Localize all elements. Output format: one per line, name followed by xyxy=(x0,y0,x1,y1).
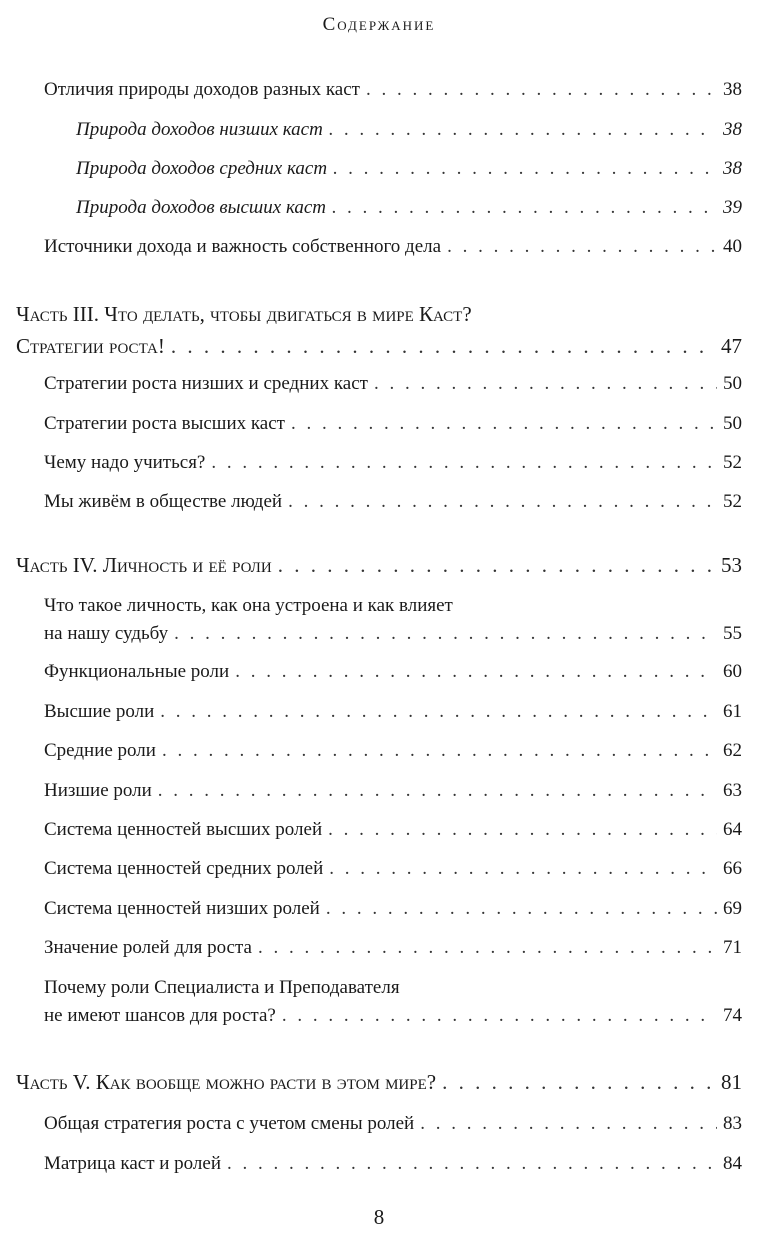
leader-dots xyxy=(420,1112,717,1136)
toc-entry-title-line1: Часть III. Что делать, чтобы двигаться в мире Каст? xyxy=(16,302,472,326)
leader-dots xyxy=(291,412,717,436)
toc-entry xyxy=(44,1152,742,1176)
toc-entry xyxy=(44,412,742,436)
leader-dots xyxy=(258,936,717,960)
toc-entry xyxy=(44,490,742,514)
toc-entry-page: 55 xyxy=(723,623,742,644)
leader-dots xyxy=(235,660,717,684)
leader-dots xyxy=(442,1070,715,1094)
toc-entry xyxy=(44,1112,742,1136)
toc-entry-page: 62 xyxy=(723,740,742,761)
toc-entry-title: на нашу судьбу xyxy=(44,623,169,644)
toc-entry xyxy=(44,818,742,842)
toc-entry xyxy=(44,594,742,646)
toc-entry-page: 63 xyxy=(723,780,742,801)
leader-dots xyxy=(282,1004,717,1028)
toc-entry xyxy=(44,700,742,724)
leader-dots xyxy=(227,1152,717,1176)
toc-entry-page: 60 xyxy=(723,661,742,682)
toc-entry-title: Стратегии роста! xyxy=(16,334,165,358)
leader-dots xyxy=(174,622,717,646)
toc-entry xyxy=(44,78,742,102)
toc-entry-page: 50 xyxy=(723,373,742,394)
toc-entry-page: 38 xyxy=(723,79,742,100)
toc-entry-page: 53 xyxy=(721,553,742,577)
toc-entry-title: Мы живём в обществе людей xyxy=(44,491,283,512)
toc-entry-page: 39 xyxy=(723,197,742,218)
toc-entry-title: Стратегии роста низших и средних каст xyxy=(44,373,368,394)
toc-entry-page: 50 xyxy=(723,413,742,434)
toc-entry-page: 64 xyxy=(723,819,742,840)
toc-entry xyxy=(76,196,742,220)
toc-entry-title-line1: Почему роли Специалиста и Преподавателя xyxy=(44,977,400,998)
toc-entry-title: Природа доходов средних каст xyxy=(76,158,328,179)
toc-entry xyxy=(44,235,742,259)
leader-dots xyxy=(211,451,717,475)
toc-entry-title: Общая стратегия роста с учетом смены ролей xyxy=(44,1113,415,1134)
running-head: Содержание xyxy=(322,14,436,35)
leader-dots xyxy=(160,700,717,724)
leader-dots xyxy=(288,490,717,514)
toc-entry xyxy=(44,660,742,684)
toc-entry-title: Стратегии роста высших каст xyxy=(44,413,285,434)
toc-entry xyxy=(44,857,742,881)
toc-entry-title: Часть V. Как вообще можно расти в этом мире? xyxy=(16,1070,437,1094)
toc-entry-page: 83 xyxy=(723,1113,742,1134)
toc-entry-title: Средние роли xyxy=(44,740,156,761)
leader-dots xyxy=(326,897,717,921)
leader-dots xyxy=(366,78,717,102)
toc-entry-page: 71 xyxy=(723,937,742,958)
toc-entry xyxy=(76,118,742,142)
toc-entry xyxy=(44,976,742,1028)
page-number: 8 xyxy=(373,1205,385,1229)
leader-dots xyxy=(329,118,717,142)
toc-entry-title: Матрица каст и ролей xyxy=(44,1153,222,1174)
leader-dots xyxy=(278,553,715,577)
toc-entry-page: 61 xyxy=(723,701,742,722)
toc-part-entry xyxy=(16,1070,742,1094)
toc-entry-page: 84 xyxy=(723,1153,742,1174)
toc-entry xyxy=(76,157,742,181)
toc-entry-title: Отличия природы доходов разных каст xyxy=(44,79,360,100)
toc-entry-title: Чему надо учиться? xyxy=(44,452,206,473)
leader-dots xyxy=(328,818,717,842)
toc-entry xyxy=(44,451,742,475)
toc-entry-page: 40 xyxy=(723,236,742,257)
leader-dots xyxy=(329,857,717,881)
toc-entry-page: 66 xyxy=(723,858,742,879)
leader-dots xyxy=(171,334,715,358)
toc-entry-title: Значение ролей для роста xyxy=(44,937,252,958)
toc-entry-title: Природа доходов высших каст xyxy=(76,197,327,218)
toc-entry-title: не имеют шансов для роста? xyxy=(44,1005,276,1026)
toc-entry xyxy=(44,779,742,803)
leader-dots xyxy=(447,235,717,259)
toc-entry-title: Природа доходов низших каст xyxy=(76,119,323,140)
toc-entry-title: Высшие роли xyxy=(44,701,155,722)
toc-entry-page: 52 xyxy=(723,452,742,473)
toc-entry-title: Система ценностей высших ролей xyxy=(44,819,323,840)
toc-entry-page: 38 xyxy=(723,158,742,179)
toc-entry-title: Часть IV. Личность и её роли xyxy=(16,553,272,577)
toc-entry-title: Система ценностей низших ролей xyxy=(44,898,320,919)
leader-dots xyxy=(333,157,717,181)
toc-part-entry xyxy=(16,553,742,577)
toc-entry-page: 38 xyxy=(723,119,742,140)
toc-entry xyxy=(44,897,742,921)
toc-part-entry xyxy=(16,302,742,358)
toc-entry xyxy=(44,372,742,396)
toc-entry-title: Функциональные роли xyxy=(44,661,230,682)
toc-entry-page: 52 xyxy=(723,491,742,512)
toc-entry-title: Низшие роли xyxy=(44,780,152,801)
toc-entry-title-line1: Что такое личность, как она устроена и как влияет xyxy=(44,595,453,616)
toc-entry xyxy=(44,739,742,763)
leader-dots xyxy=(332,196,717,220)
toc-entry-title: Система ценностей средних ролей xyxy=(44,858,324,879)
leader-dots xyxy=(158,779,717,803)
toc-entry-page: 74 xyxy=(723,1005,742,1026)
toc-entry-page: 81 xyxy=(721,1070,742,1094)
toc-entry-title: Источники дохода и важность собственного дела xyxy=(44,236,442,257)
leader-dots xyxy=(374,372,717,396)
toc-entry-page: 47 xyxy=(721,334,742,358)
toc-entry-page: 69 xyxy=(723,898,742,919)
leader-dots xyxy=(162,739,717,763)
toc-entry xyxy=(44,936,742,960)
